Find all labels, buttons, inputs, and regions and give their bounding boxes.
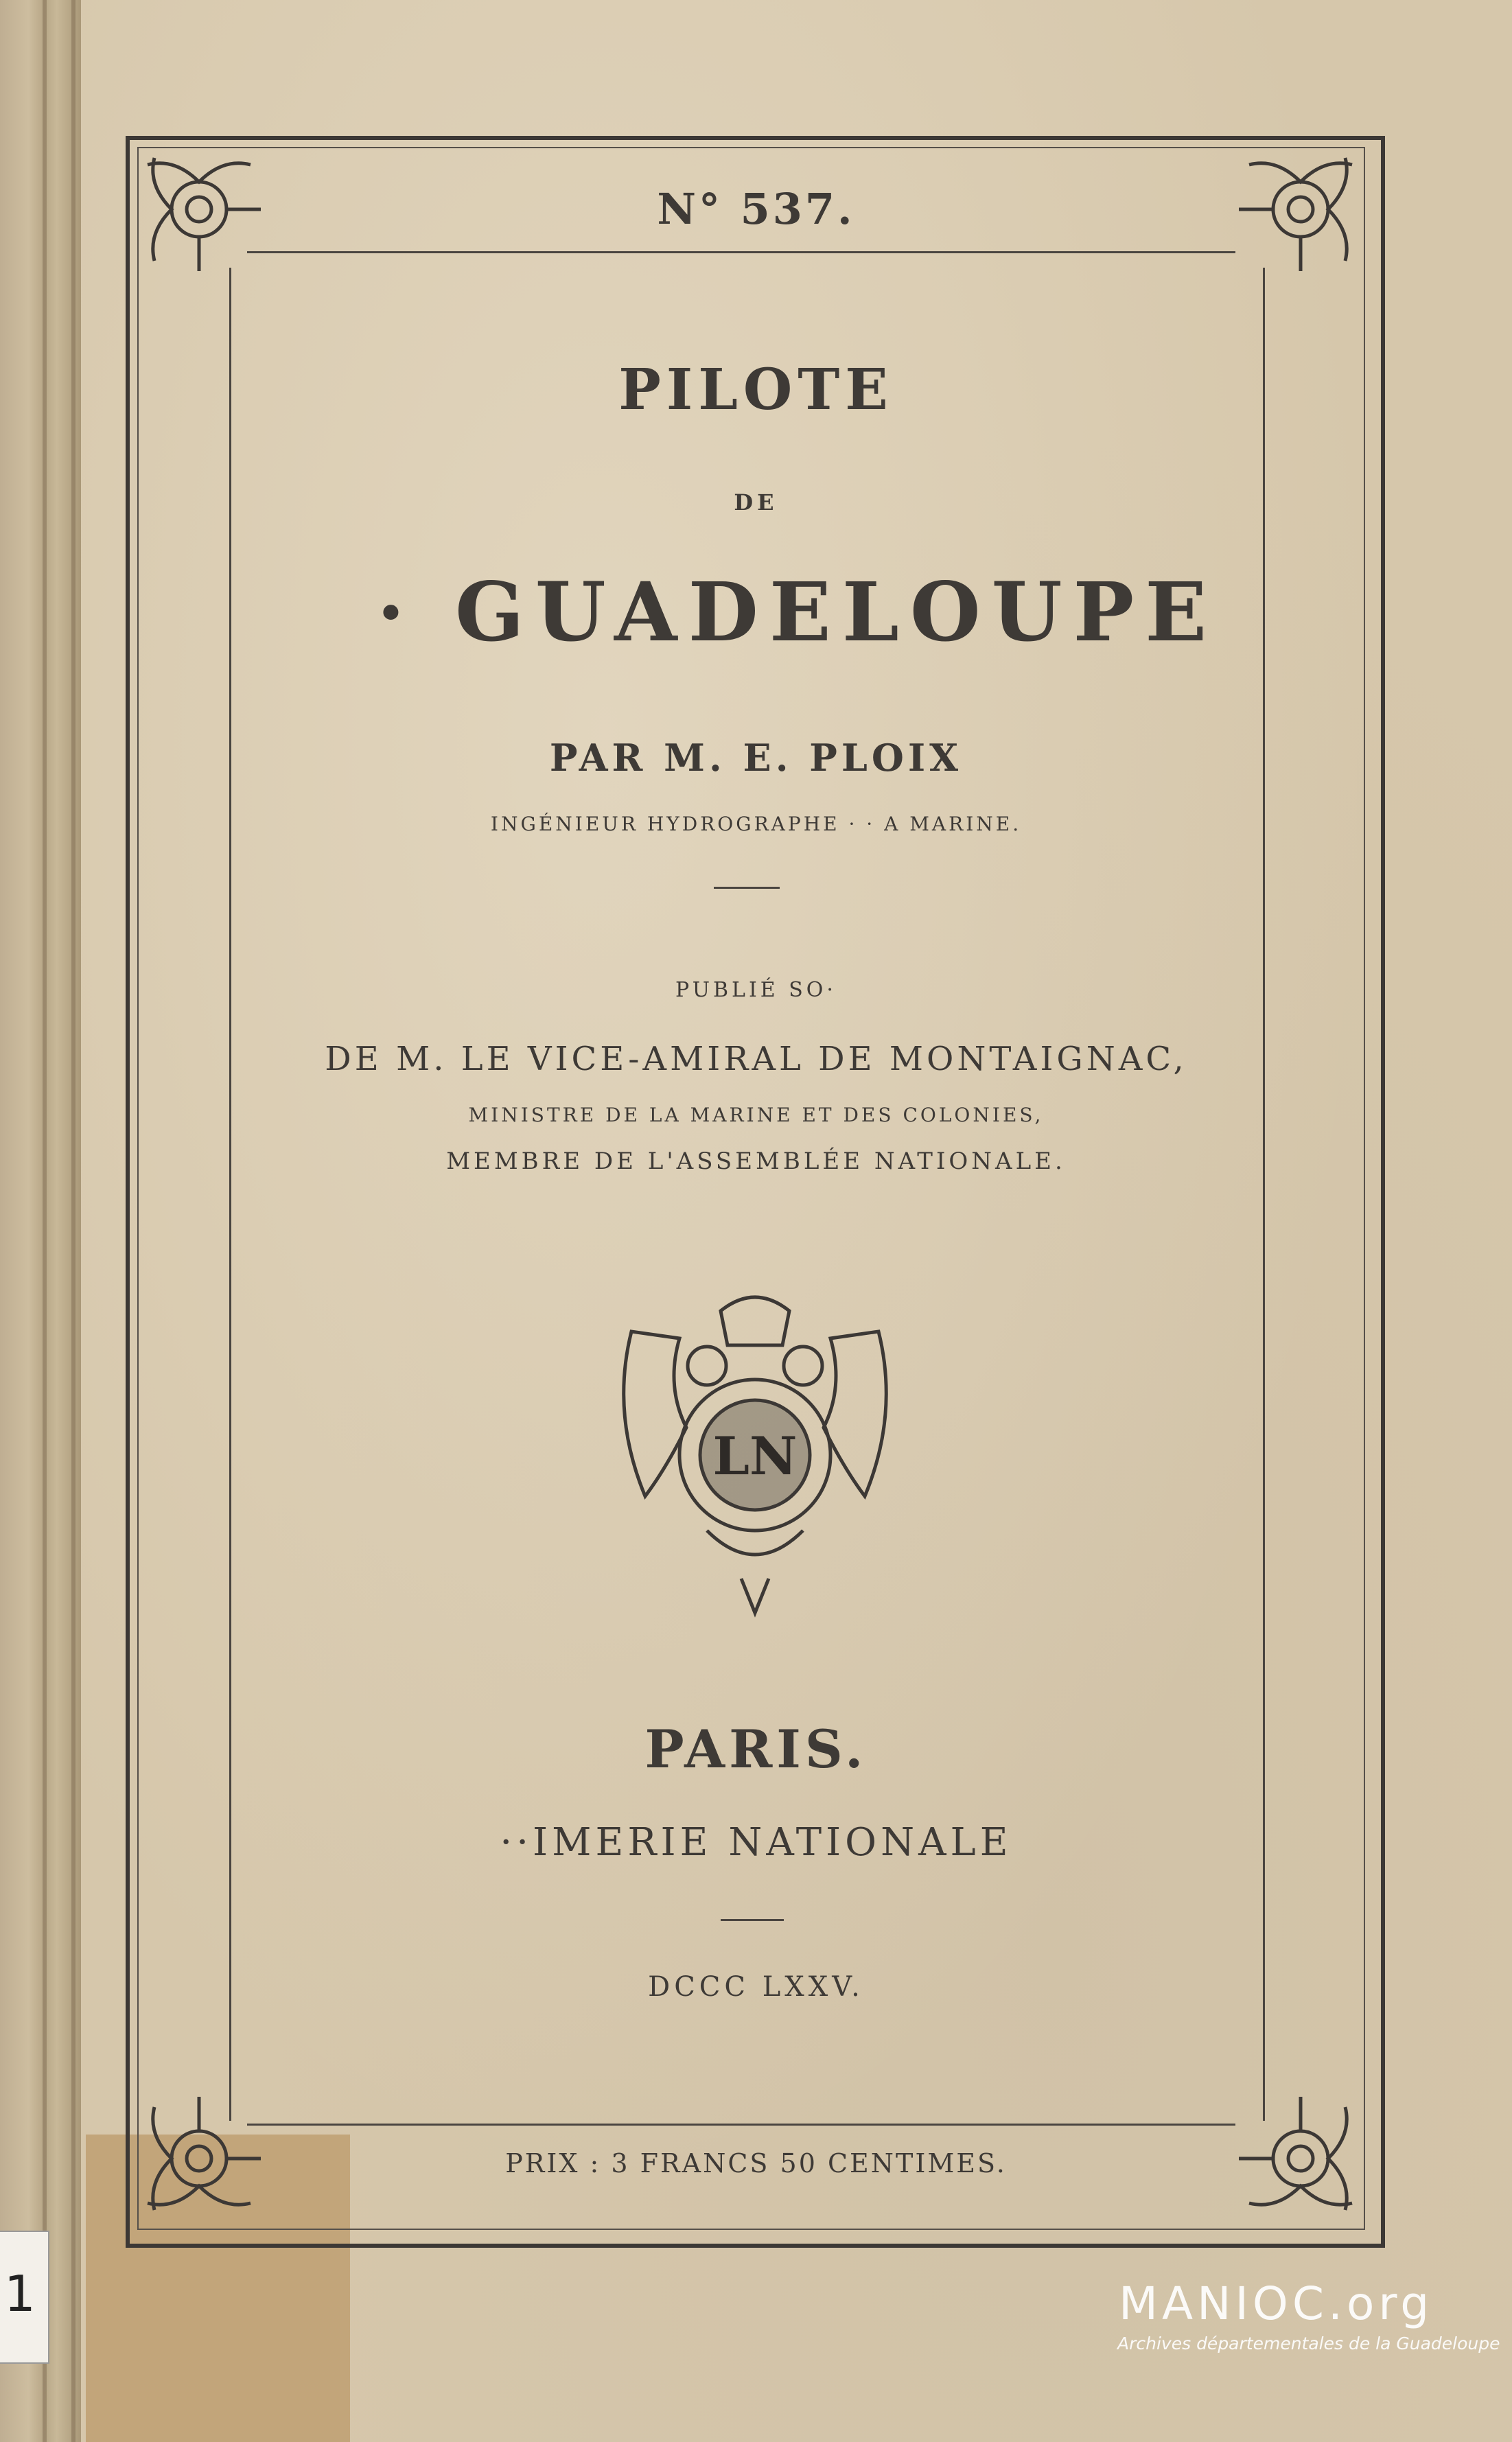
city: PARIS. (644, 1719, 868, 1780)
author-title: INGÉNIEUR HYDROGRAPHE · · A MARINE. (490, 813, 1022, 835)
separator (714, 887, 780, 889)
top-rule (247, 251, 1235, 253)
year-roman: DCCC LXXV. (648, 1971, 864, 2003)
inner-border-frame (137, 147, 1365, 2230)
title-pilote: PILOTE (618, 357, 894, 423)
author-line: PAR M. E. PLOIX (549, 736, 963, 780)
catalogue-number: N° 537. (657, 184, 855, 234)
title-guadeloupe: · GUADELOUPE (376, 564, 1218, 660)
published-under: PUBLIÉ SO· (675, 978, 837, 1002)
emblem-monogram: LN (712, 1426, 798, 1487)
patron-role-member: MEMBRE DE L'ASSEMBLÉE NATIONALE. (446, 1148, 1066, 1175)
price: PRIX : 3 FRANCS 50 CENTIMES. (505, 2148, 1007, 2178)
patron-role-minister: MINISTRE DE LA MARINE ET DES COLONIES, (468, 1104, 1044, 1126)
watermark-brand: MANIOC.org (1119, 2277, 1434, 2330)
shelf-label-text: 1 (4, 2265, 36, 2323)
printer: ··IMERIE NATIONALE (500, 1820, 1012, 1865)
separator (721, 1919, 784, 1921)
title-de: DE (734, 489, 778, 515)
bottom-rule (247, 2124, 1235, 2126)
watermark-subtitle: Archives départementales de la Guadeloupe (1117, 2334, 1500, 2353)
imperial-emblem-icon (604, 1290, 906, 1620)
patron-name: DE M. LE VICE-AMIRAL DE MONTAIGNAC, (325, 1040, 1187, 1078)
